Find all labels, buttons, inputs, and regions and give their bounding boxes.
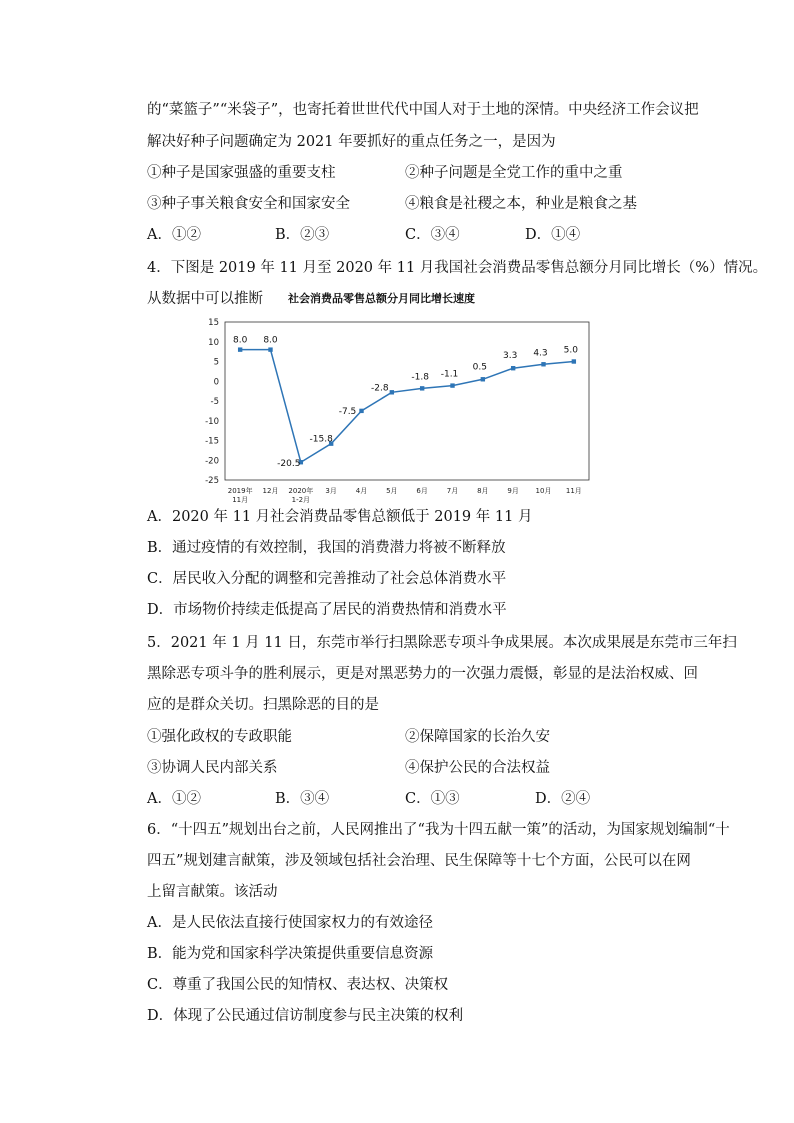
data-point: [390, 390, 394, 394]
y-tick-label: 0: [213, 377, 219, 388]
data-label: -15.8: [309, 434, 333, 445]
data-label: -2.8: [371, 383, 389, 394]
data-point: [481, 377, 485, 381]
x-tick-label: 4月: [355, 487, 368, 495]
x-tick-label: 12月: [262, 487, 279, 495]
data-point: [541, 362, 545, 366]
data-point: [359, 409, 363, 413]
data-point: [572, 359, 576, 363]
data-point: [511, 366, 515, 370]
q3-item-4: ④粮食是社稷之本，种业是粮食之基: [405, 196, 637, 212]
x-tick-label: 2019年: [227, 487, 253, 495]
q4-option-d[interactable]: D．市场物价持续走低提高了居民的消费热情和消费水平: [147, 602, 507, 618]
chart-title: 社会消费品零售总额分月同比增长速度: [288, 292, 475, 305]
q6-stem-line1: 6．“十四五”规划出台之前，人民网推出了“我为十四五献一策”的活动，为国家规划编制“十: [147, 822, 730, 838]
data-label: 4.3: [533, 348, 548, 359]
q5-item-3: ③协调人民内部关系: [147, 760, 278, 776]
growth-line-chart: [205, 312, 595, 512]
series-line: [240, 350, 574, 463]
q3-item-1: ①种子是国家强盛的重要支柱: [147, 165, 336, 181]
q3-option-d[interactable]: D．①④: [525, 227, 581, 243]
q3-item-2: ②种子问题是全党工作的重中之重: [405, 165, 623, 181]
data-point: [450, 383, 454, 387]
x-tick-label: 6月: [416, 487, 428, 495]
x-tick-label: 7月: [446, 487, 459, 495]
q4-option-a[interactable]: A．2020 年 11 月社会消费品零售总额低于 2019 年 11 月: [147, 509, 533, 525]
q3-option-b[interactable]: B．②③: [275, 227, 330, 243]
y-tick-label: 15: [208, 318, 219, 328]
data-label: 8.0: [233, 335, 248, 346]
x-tick-label: 2020年: [288, 487, 314, 495]
data-label: -1.1: [440, 369, 459, 380]
x-tick-label: 9月: [507, 487, 519, 495]
x-tick-label: 11月: [232, 496, 249, 504]
q3-stem-line1: 的“菜篮子”“米袋子”，也寄托着世世代代中国人对于土地的深情。中央经济工作会议把: [147, 102, 699, 118]
q3-option-c[interactable]: C．③④: [405, 227, 460, 243]
q3-item-3: ③种子事关粮食安全和国家安全: [147, 196, 350, 212]
y-tick-label: -5: [210, 397, 219, 407]
q5-item-2: ②保障国家的长治久安: [405, 729, 550, 745]
q5-option-d[interactable]: D．②④: [535, 791, 591, 807]
data-point: [268, 347, 272, 351]
q4-stem-line2: 从数据中可以推断: [147, 291, 263, 307]
q4-stem-line1: 4．下图是 2019 年 11 月至 2020 年 11 月我国社会消费品零售总额分月同比增长（%）情况。: [147, 260, 768, 276]
q5-stem-line2: 黑除恶专项斗争的胜利展示，更是对黑恶势力的一次强力震慑，彰显的是法治权威、回: [147, 666, 698, 682]
data-label: 0.5: [472, 362, 487, 373]
x-tick-label: 5月: [386, 487, 398, 495]
q5-item-4: ④保护公民的合法权益: [405, 760, 550, 776]
y-tick-label: 5: [213, 357, 219, 368]
q5-stem-line3: 应的是群众关切。扫黑除恶的目的是: [147, 697, 379, 713]
q5-stem-line1: 5．2021 年 1 月 11 日，东莞市举行扫黑除恶专项斗争成果展。本次成果展是东莞市三年扫: [147, 635, 737, 651]
q5-option-c[interactable]: C．①③: [405, 791, 460, 807]
y-tick-label: 10: [208, 337, 219, 348]
q6-option-d[interactable]: D．体现了公民通过信访制度参与民主决策的权利: [147, 1008, 464, 1024]
q6-stem-line3: 上留言献策。该活动: [147, 884, 278, 900]
data-point: [238, 347, 242, 351]
q6-option-c[interactable]: C．尊重了我国公民的知情权、表达权、决策权: [147, 977, 449, 993]
y-tick-label: -20: [205, 456, 219, 467]
q3-option-a[interactable]: A．①②: [147, 227, 201, 243]
q4-option-b[interactable]: B．通过疫情的有效控制，我国的消费潜力将被不断释放: [147, 540, 506, 556]
q5-option-b[interactable]: B．③④: [275, 791, 330, 807]
data-label: -7.5: [338, 406, 357, 417]
q5-option-a[interactable]: A．①②: [147, 791, 201, 807]
plot-frame: [225, 322, 589, 480]
data-label: 8.0: [263, 335, 278, 346]
q6-option-b[interactable]: B．能为党和国家科学决策提供重要信息资源: [147, 946, 434, 962]
data-label: 5.0: [563, 345, 578, 356]
y-tick-label: -15: [205, 436, 219, 447]
x-tick-label: 8月: [477, 487, 489, 495]
x-tick-label: 10月: [535, 487, 552, 495]
y-tick-label: -25: [205, 476, 219, 486]
q4-option-c[interactable]: C．居民收入分配的调整和完善推动了社会总体消费水平: [147, 571, 507, 587]
q6-option-a[interactable]: A．是人民依法直接行使国家权力的有效途径: [147, 915, 433, 931]
x-tick-label: 3月: [325, 487, 337, 495]
q5-item-1: ①强化政权的专政职能: [147, 729, 292, 745]
q3-stem-line2: 解决好种子问题确定为 2021 年要抓好的重点任务之一，是因为: [147, 134, 556, 150]
q6-stem-line2: 四五”规划建言献策，涉及领域包括社会治理、民生保障等十七个方面，公民可以在网: [147, 853, 691, 869]
data-label: 3.3: [503, 351, 518, 362]
x-tick-label: 1-2月: [291, 496, 311, 504]
growth-chart: [205, 312, 595, 512]
data-point: [420, 386, 424, 390]
data-label: -20.5: [277, 459, 301, 470]
y-tick-label: -10: [205, 416, 219, 427]
x-tick-label: 11月: [565, 487, 582, 495]
data-label: -1.8: [411, 372, 429, 383]
